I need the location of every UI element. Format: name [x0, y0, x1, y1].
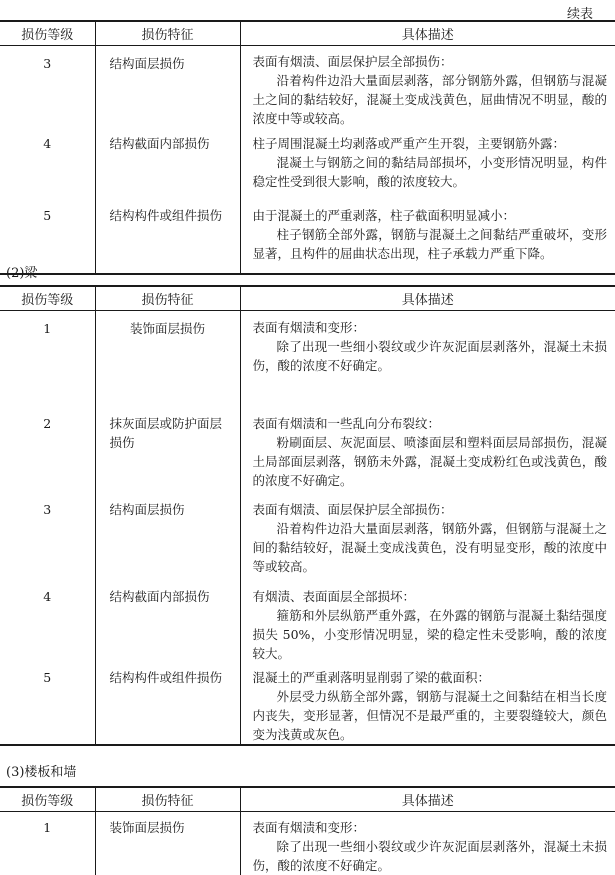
damage-level: 4: [0, 128, 95, 200]
description-detail: 除了出现一些细小裂纹或少许灰泥面层剥落外，混凝土未损伤，酸的浓度不好确定。: [253, 837, 608, 875]
damage-level: 3: [0, 495, 95, 582]
description-detail: 粉刷面层、灰泥面层、喷漆面层和塑料面层局部损伤，混凝土局部面层剥落，钢筋未外露，混凝土变成粉红色或浅黄色，酸的浓度不好确定。: [253, 433, 608, 490]
damage-level: 3: [0, 46, 95, 129]
table-columns: [0, 20, 615, 275]
damage-description: [240, 311, 615, 412]
description-detail: 柱子钢筋全部外露，钢筋与混凝土之间黏结严重破坏，变形显著，且构件的屈曲状态出现，柱子承载力严重下降。: [253, 225, 608, 263]
section-title-beams: (2)梁: [6, 262, 37, 281]
table-row: [0, 200, 615, 274]
damage-feature: 结构截面内部损伤: [95, 582, 240, 665]
table-row: [0, 495, 615, 582]
table-row: [0, 412, 615, 495]
damage-feature: 装饰面层损伤: [95, 812, 240, 875]
table-slabs-walls: [0, 786, 615, 875]
damage-feature: 结构构件或组件损伤: [95, 665, 240, 745]
damage-description: [240, 665, 615, 745]
header-description: 具体描述: [240, 21, 615, 46]
description-detail: 沿着构件边沿大量面层剥落，钢筋外露，但钢筋与混凝土之间的黏结较好，混凝土变成浅黄色，没有明显变形，酸的浓度中等或较高。: [253, 519, 608, 576]
damage-feature: 抹灰面层或防护面层损伤: [95, 412, 240, 495]
damage-description: [240, 128, 615, 200]
table-beams: [0, 285, 615, 746]
table-row: [0, 128, 615, 200]
damage-description: [240, 46, 615, 129]
table-row: [0, 812, 615, 875]
damage-description: [240, 812, 615, 875]
description-detail: 外层受力纵筋全部外露，钢筋与混凝土之间黏结在相当长度内丧失，变形显著，但情况不是最严重的，主要裂缝较大，颜色变为浅黄或灰色。: [253, 687, 608, 744]
description-lead: 表面有烟渍和变形：: [253, 318, 608, 337]
damage-level: 5: [0, 665, 95, 745]
description-lead: 表面有烟渍、面层保护层全部损伤：: [253, 500, 608, 519]
header-level: 损伤等级: [0, 787, 95, 812]
description-lead: 由于混凝土的严重剥落，柱子截面积明显减小：: [253, 206, 608, 225]
continued-label: 续表: [567, 3, 593, 22]
description-lead: 混凝土的严重剥落明显削弱了梁的截面积：: [253, 668, 608, 687]
table-row: [0, 46, 615, 129]
damage-level: 5: [0, 200, 95, 274]
header-feature: 损伤特征: [95, 21, 240, 46]
description-detail: 除了出现一些细小裂纹或少许灰泥面层剥落外，混凝土未损伤，酸的浓度不好确定。: [253, 337, 608, 375]
header-level: 损伤等级: [0, 286, 95, 311]
header-description: 具体描述: [240, 286, 615, 311]
description-lead: 柱子周围混凝土均剥落或严重产生开裂，主要钢筋外露：: [253, 134, 608, 153]
damage-level: 1: [0, 812, 95, 875]
damage-feature: 结构截面内部损伤: [95, 128, 240, 200]
damage-description: [240, 412, 615, 495]
description-lead: 表面有烟渍和变形：: [253, 818, 608, 837]
section-title-slabs-walls: (3)楼板和墙: [6, 761, 76, 780]
table-row: [0, 311, 615, 412]
table-row: [0, 582, 615, 665]
header-feature: 损伤特征: [95, 286, 240, 311]
damage-feature: 结构构件或组件损伤: [95, 200, 240, 274]
damage-feature: 装饰面层损伤: [95, 311, 240, 412]
damage-feature: 结构面层损伤: [95, 495, 240, 582]
header-feature: 损伤特征: [95, 787, 240, 812]
description-lead: 有烟渍、表面面层全部损坏：: [253, 587, 608, 606]
description-detail: 沿着构件边沿大量面层剥落，部分钢筋外露，但钢筋与混凝土之间的黏结较好，混凝土变成浅黄色，屈曲情况不明显，酸的浓度中等或较高。: [253, 71, 608, 128]
damage-description: [240, 495, 615, 582]
description-lead: 表面有烟渍和一些乱向分布裂纹：: [253, 414, 608, 433]
table-row: [0, 665, 615, 745]
description-detail: 混凝土与钢筋之间的黏结局部损坏，小变形情况明显，构件稳定性受到很大影响，酸的浓度较大。: [253, 153, 608, 191]
damage-description: [240, 582, 615, 665]
description-detail: 箍筋和外层纵筋严重外露，在外露的钢筋与混凝土黏结强度损失 50%，小变形情况明显，梁的稳定性未受影响，酸的浓度较大。: [253, 606, 608, 663]
damage-level: 1: [0, 311, 95, 412]
damage-level: 2: [0, 412, 95, 495]
header-description: 具体描述: [240, 787, 615, 812]
description-lead: 表面有烟渍、面层保护层全部损伤：: [253, 52, 608, 71]
damage-description: [240, 200, 615, 274]
header-level: 损伤等级: [0, 21, 95, 46]
damage-feature: 结构面层损伤: [95, 46, 240, 129]
damage-level: 4: [0, 582, 95, 665]
